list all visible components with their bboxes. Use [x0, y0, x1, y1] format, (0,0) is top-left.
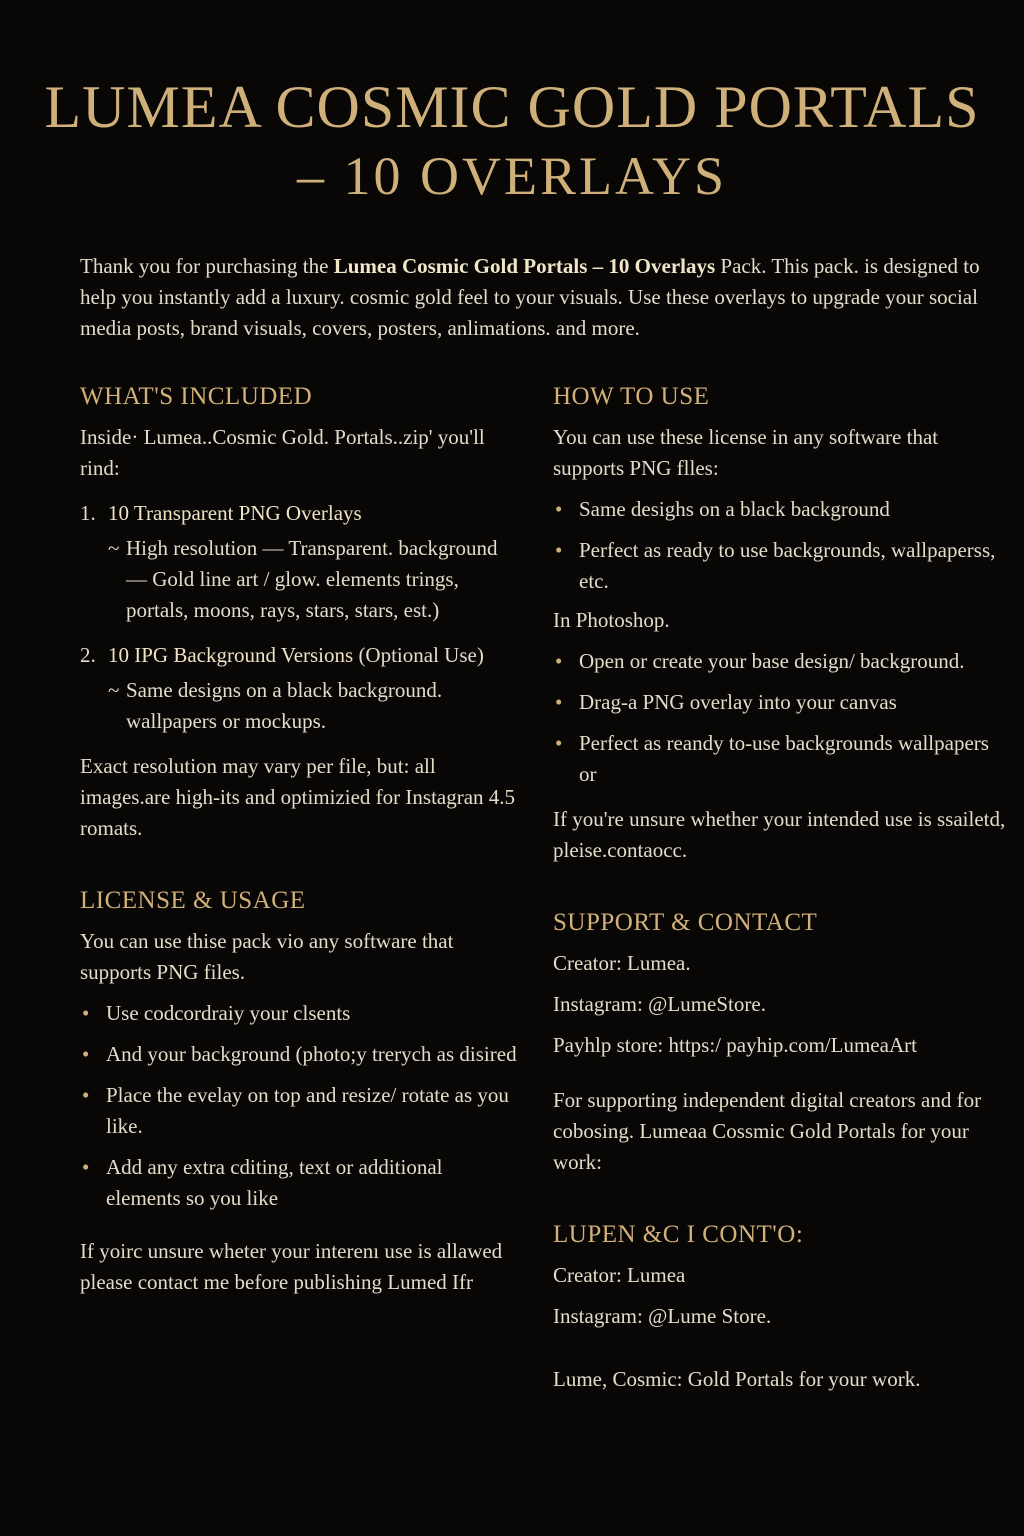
intro-lead: Thank you for purchasing the [80, 254, 334, 278]
list-item [80, 498, 520, 626]
page-title: LUMEA COSMIC GOLD PORTALS [44, 74, 980, 140]
bullet-icon: • [82, 1083, 90, 1107]
bullet-icon: • [82, 1155, 90, 1179]
contact-section [553, 1218, 1008, 1395]
list-item [553, 728, 1008, 790]
how-to-use-heading: HOW TO USE [553, 383, 710, 410]
bullet-text: Perfect as reandy to-use backgrounds wallpapers or [579, 731, 989, 786]
how-to-use-section [553, 380, 1008, 866]
license-note: If yoirc unsure wheter your interenı use is allawed please contact me before publishing Lumed Ifr [80, 1239, 503, 1294]
bullet-icon: • [555, 497, 563, 521]
list-item-detail [108, 675, 520, 737]
right-column [553, 380, 1008, 1395]
bullet-text: Place the evelay on top and resize/ rotate as you like. [106, 1083, 509, 1138]
list-item [80, 1039, 520, 1070]
list-item-title-suffix: (Optional Use) [353, 643, 484, 667]
list-item-title: 10 IPG Background Versions [108, 643, 354, 667]
list-item [553, 494, 1008, 525]
bullet-text: Open or create your base design/ background. [579, 649, 965, 673]
photoshop-label: In Photoshop. [553, 608, 670, 632]
creator-line: Creator: Lumea. [553, 951, 691, 975]
license-heading: LICENSE & USAGE [80, 887, 306, 914]
instagram-link[interactable]: Instagram: @LumeStore. [553, 992, 766, 1016]
whats-included-heading: WHAT'S INCLUDED [80, 383, 313, 410]
list-item [553, 687, 1008, 718]
how-to-use-note: If you're unsure whether your intended use is ssailetd, pleise.contaocc. [553, 807, 1006, 862]
list-item-detail [108, 533, 520, 626]
store-link[interactable]: Payhlp store: https:/ payhip.com/LumeaArt [553, 1033, 917, 1057]
support-heading: SUPPORT & CONTACT [553, 909, 818, 936]
how-to-use-bullets-b [553, 646, 1008, 790]
license-section [80, 884, 520, 1298]
bullet-icon: • [555, 731, 563, 755]
bullet-text: And your background (photo;y trerych as disired [106, 1042, 517, 1066]
thanks-paragraph: For supporting independent digital creators and for cobosing. Lumeaa Cossmic Gold Portals for your work: [553, 1088, 982, 1174]
dash-marker: ~ [108, 678, 120, 702]
closing-line: Lume, Cosmic: Gold Portals for your work. [553, 1367, 921, 1391]
bullet-text: Use codcordraiy your clsents [106, 1001, 351, 1025]
bullet-icon: • [555, 538, 563, 562]
intro-paragraph [80, 251, 1005, 344]
how-to-use-bullets-a [553, 494, 1008, 597]
left-column [80, 380, 520, 1298]
how-to-use-lead: You can use these license in any software that supports PNG flles: [553, 425, 939, 480]
list-item [553, 535, 1008, 597]
instagram-link[interactable]: Instagram: @Lume Store. [553, 1304, 772, 1328]
bullet-text: Same desighs on a black background [579, 497, 890, 521]
intro-product-name: Lumea Cosmic Gold Portals – 10 Overlays [333, 254, 716, 278]
list-item [80, 640, 520, 737]
bullet-icon: • [82, 1042, 90, 1066]
license-bullets [80, 998, 520, 1214]
list-item [553, 646, 1008, 677]
list-item-detail-text: High resolution — Transparent. background — Gold line art / glow. elements trings, portals, moons, rays, stars, stars, est.) [126, 536, 498, 622]
whats-included-lead: Inside· Lumea..Cosmic Gold. Portals..zip' you'll rind: [80, 425, 485, 480]
page-subtitle: – 10 OVERLAYS [296, 146, 728, 206]
bullet-icon: • [555, 690, 563, 714]
list-number: 1. [80, 501, 96, 525]
creator-line: Creator: Lumea [553, 1263, 686, 1287]
list-item [80, 998, 520, 1029]
list-item-detail-text: Same designs on a black background. wallpapers or mockups. [126, 678, 443, 733]
list-item-title: 10 Transparent PNG Overlays [108, 501, 362, 525]
bullet-text: Add any extra cditing, text or additional elements so you like [106, 1155, 443, 1210]
contact-heading: LUPEN &C I CONT'O: [553, 1221, 804, 1248]
list-item [80, 1152, 520, 1214]
bullet-text: Drag-a PNG overlay into your canvas [579, 690, 897, 714]
support-section [553, 906, 1008, 1178]
list-item [80, 1080, 520, 1142]
license-lead: You can use thise pack vio any software that supports PNG files. [80, 929, 454, 984]
bullet-text: Perfect as ready to use backgrounds, wallpaperss, etc. [579, 538, 996, 593]
dash-marker: ~ [108, 536, 120, 560]
bullet-icon: • [555, 649, 563, 673]
bullet-icon: • [82, 1001, 90, 1025]
intro-rest: Pack. This pack. is designed to help you instantly add a luxury. cosmic gold feel to your visuals. Use these overlays to upgrade your social media posts, brand visuals, covers, posters, anlimations. and more. [80, 254, 980, 340]
resolution-note: Exact resolution may vary per file, but: all images.are high-its and optimizied for Instagran 4.5 romats. [80, 754, 516, 840]
list-number: 2. [80, 643, 96, 667]
included-list [80, 498, 520, 737]
whats-included-section [80, 380, 520, 844]
